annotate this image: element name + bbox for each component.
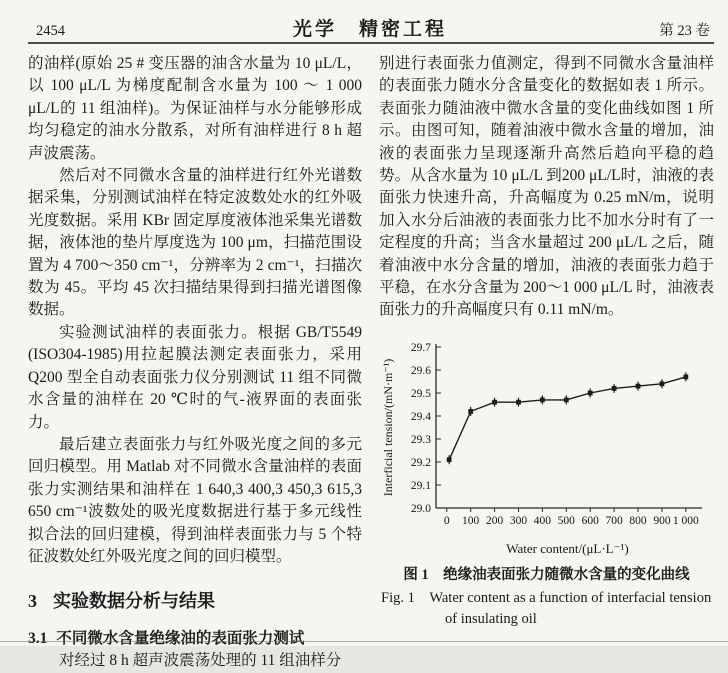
svg-text:29.1: 29.1 [410, 479, 431, 492]
paragraph: 对经过 8 h 超声波震荡处理的 11 组油样分 [59, 652, 342, 670]
svg-text:100: 100 [462, 514, 480, 527]
svg-text:600: 600 [581, 514, 599, 527]
page-number: 2454 [36, 23, 65, 39]
svg-text:29.5: 29.5 [410, 387, 431, 400]
page-header [30, 14, 710, 41]
svg-text:1 000: 1 000 [672, 514, 699, 527]
svg-text:29.3: 29.3 [410, 433, 431, 446]
svg-text:29.0: 29.0 [410, 502, 431, 515]
svg-text:29.6: 29.6 [410, 364, 431, 377]
figure-caption-en-line2: of insulating oil [445, 610, 537, 627]
svg-text:Water content/(μL·L⁻¹): Water content/(μL·L⁻¹) [506, 540, 629, 556]
svg-text:900: 900 [653, 514, 671, 527]
svg-text:29.2: 29.2 [410, 456, 431, 469]
journal-title: 光学 精密工程 [292, 19, 447, 40]
figure-caption-en [379, 588, 714, 630]
svg-text:29.4: 29.4 [410, 410, 431, 423]
paragraph: 最后建立表面张力与红外吸光度之间的多元回归模型。用 Matlab 对不同微水含量油样的表面张力实测结果和油样在 1 640,3 400,3 450,3 615,3 650 cm⁻¹波数处的吸光度数据进行基于多元线性拟合法的回归建模，得到油样表面张力与 5 个特征波数处红外吸光度之间的回归模型。 [28, 435, 362, 565]
figure-1-chart [379, 334, 714, 558]
page-body [28, 53, 714, 670]
paragraph: 别进行表面张力值测定，得到不同微水含量油样的表面张力随水分含量变化的数据如表 1 所示。表面张力随油液中微水含量的变化曲线如图 1 所示。由图可知，随着油液中微水含量的增加，油液的表面张力呈现逐渐升高然后趋向平稳的趋势。从含水量为 10 μL/L 到200 μL/L时，油液的表面张力快速升高，升高幅度为 0.25 mN/m，说明加入水分后油液的表面张力比不加水分时有了一定程度的升高；当含水量超过 200 μL/L 之后，随着油液中水分含量的增加，油液的表面张力趋于平稳，在水分含量为 200～1 000 μL/L 时，油液表面张力的升高幅度只有 0.11 mN/m。 [379, 55, 714, 319]
scan-artifact-line [0, 641, 728, 642]
right-column [379, 53, 714, 640]
paragraph: 然后对不同微水含量的油样进行红外光谱数据采集，分别测试油样在特定波数处水的红外吸光度数据。采用 KBr 固定厚度液体池采集光谱数据，液体池的垫片厚度选为 100 μm，扫描范围设置为 4 700～350 cm⁻¹，分辨率为 2 cm⁻¹，扫描次数为 45。平均 45 次扫描结果得到扫描光谱图像数据。 [28, 167, 362, 319]
section-title: 实验数据分析与结果 [53, 591, 215, 612]
svg-text:29.7: 29.7 [410, 341, 431, 354]
section-number: 3 [28, 591, 37, 612]
svg-text:700: 700 [605, 514, 623, 527]
header-rule [28, 42, 714, 44]
svg-text:400: 400 [533, 514, 552, 527]
svg-text:Interficial tension/(mN·m⁻¹): Interficial tension/(mN·m⁻¹) [381, 358, 395, 497]
left-column [28, 53, 362, 670]
subsection-title: 不同微水含量绝缘油的表面张力测试 [56, 630, 305, 648]
section-heading [28, 587, 362, 613]
figure-caption-en-line1: Fig. 1 Water content as a function of interfacial tension [381, 589, 712, 606]
svg-text:300: 300 [509, 514, 528, 527]
paragraph: 的油样(原始 25 # 变压器的油含水量为 10 μL/L，以 100 μL/L 为梯度配制含水量为 100 ～ 1 000 μL/L的 11 组油样)。为保证油样与水分能够形成均匀稳定的油水分散系，对所有油样进行 8 h 超声波震荡。 [28, 55, 362, 162]
svg-text:0: 0 [443, 514, 450, 527]
figure-caption-zh: 图 1 绝缘油表面张力随微水含量的变化曲线 [403, 566, 690, 583]
subsection-heading [28, 626, 362, 648]
svg-text:200: 200 [485, 514, 504, 527]
paragraph: 实验测试油样的表面张力。根据 GB/T5549 (ISO304-1985)用拉起膜法测定表面张力，采用 Q200 型全自动表面张力仪分别测试 11 组不同微水含量的油样在 20 ℃时的气-液界面的表面张力。 [28, 323, 362, 431]
subsection-number: 3.1 [28, 630, 48, 648]
svg-text:500: 500 [557, 514, 575, 527]
figure-1 [379, 334, 714, 630]
volume-label: 第 23 卷 [659, 23, 710, 39]
svg-text:800: 800 [629, 514, 647, 527]
